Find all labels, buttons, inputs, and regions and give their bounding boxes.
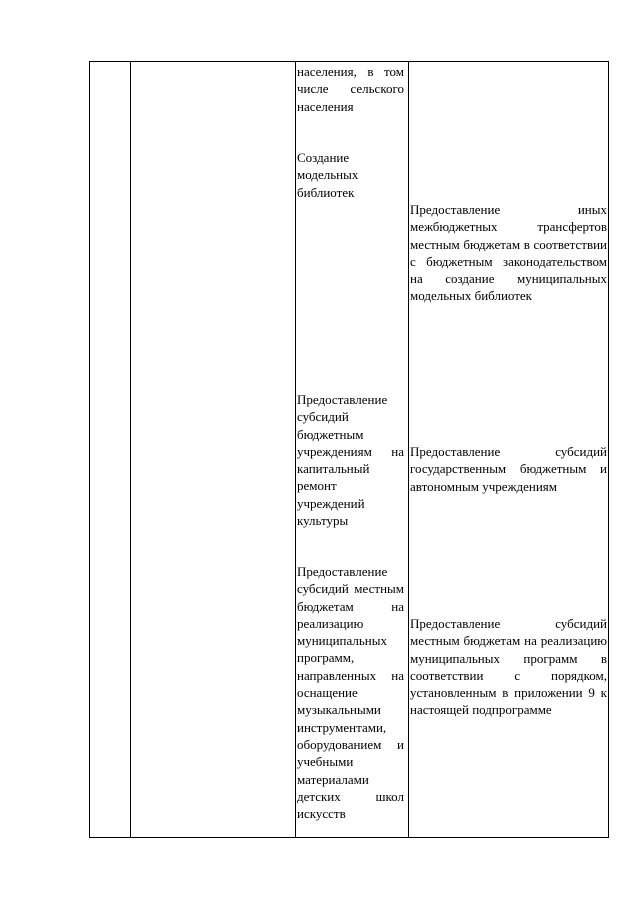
column-divider-2 xyxy=(295,61,296,838)
measure-cell-art-schools: Предоставление субсидий местным бюджетам на реализацию муниципальных программ, направленных на оснащение музыкальными инструментами, оборудованием и учебными материалами детских школ искусств xyxy=(297,564,404,822)
mechanism-cell-capital-repair: Предоставление субсидий государственным бюджетным и автономным учреждениям xyxy=(410,444,607,494)
column-divider-3 xyxy=(408,61,409,838)
table-right-border xyxy=(608,61,609,838)
table-bottom-border xyxy=(89,837,609,838)
program-table xyxy=(89,61,609,838)
measure-cell-rural-population: населения, в том числе сельского населения xyxy=(297,64,404,114)
measure-cell-capital-repair: Предоставление субсидий бюджетным учреждениям на капитальный ремонт учреждений культуры xyxy=(297,392,404,529)
task-column-cell xyxy=(131,62,295,837)
number-column-cell xyxy=(90,62,130,837)
mechanism-cell-model-libraries: Предоставление иных межбюджетных трансфертов местным бюджетам в соответствии с бюджетным законодательством на создание муниципальных модельных библиотек xyxy=(410,202,607,304)
mechanism-cell-art-schools: Предоставление субсидий местным бюджетам на реализацию муниципальных программ в соответствии с порядком, установленным в приложении 9 к настоящей подпрограмме xyxy=(410,616,607,718)
measure-cell-model-libraries: Создание модельных библиотек xyxy=(297,150,359,200)
